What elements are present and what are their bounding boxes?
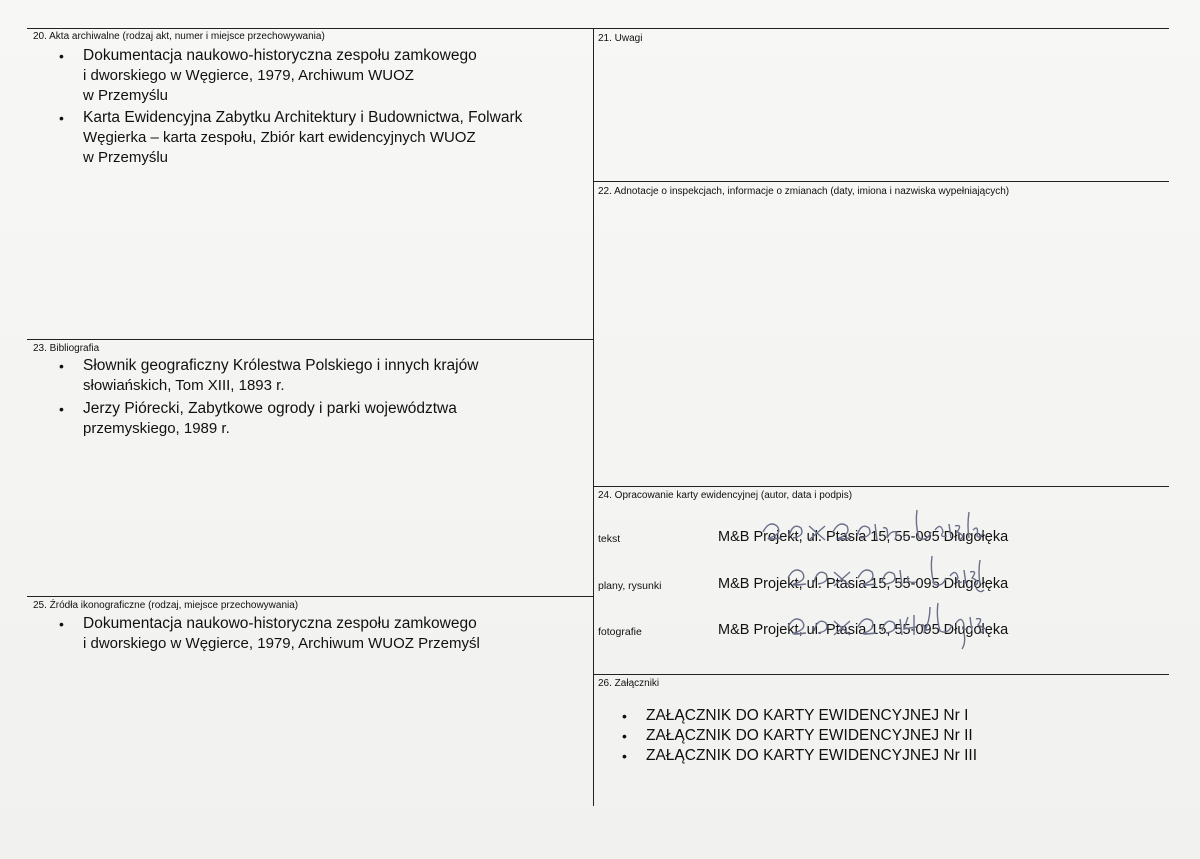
section-25-label: 25. Źródła ikonograficzne (rodzaj, miejsce przechowywania) bbox=[33, 600, 299, 611]
list-item bbox=[55, 356, 585, 396]
right-divider-24 bbox=[593, 486, 1169, 487]
author-address: M&B Projekt, ul. Ptasia 15, 55-095 Długołęka bbox=[718, 576, 1009, 592]
section-25-list bbox=[55, 614, 585, 654]
attachment-item: • ZAŁĄCZNIK DO KARTY EWIDENCYJNEJ Nr I bbox=[620, 706, 1140, 726]
row-label-fotografie: fotografie bbox=[598, 626, 642, 638]
section-26-list bbox=[620, 706, 1140, 766]
section-20-list bbox=[55, 46, 585, 168]
list-item bbox=[55, 399, 585, 439]
right-divider-26 bbox=[593, 674, 1169, 675]
item-line: i dworskiego w Węgierce, 1979, Archiwum WUOZ bbox=[83, 67, 414, 84]
author-address: M&B Projekt, ul. Ptasia 15, 55-095 Długołęka bbox=[718, 622, 1009, 638]
section-24-label: 24. Opracowanie karty ewidencyjnej (autor, data i podpis) bbox=[598, 490, 853, 501]
section-23-label: 23. Bibliografia bbox=[33, 343, 100, 354]
attachment-item: • ZAŁĄCZNIK DO KARTY EWIDENCYJNEJ Nr III bbox=[620, 746, 1140, 766]
section-22-label: 22. Adnotacje o inspekcjach, informacje o zmianach (daty, imiona i nazwiska wypełniających) bbox=[598, 186, 1010, 197]
top-border bbox=[27, 28, 1169, 29]
item-line: Dokumentacja naukowo-historyczna zespołu zamkowego bbox=[83, 47, 477, 64]
item-line: Karta Ewidencyjna Zabytku Architektury i Budownictwa, Folwark bbox=[83, 109, 523, 126]
item-line: w Przemyślu bbox=[83, 149, 169, 166]
list-item bbox=[55, 108, 585, 168]
row-label-plany: plany, rysunki bbox=[598, 580, 662, 592]
attachment-item: • ZAŁĄCZNIK DO KARTY EWIDENCYJNEJ Nr II bbox=[620, 726, 1140, 746]
section-26-label: 26. Załączniki bbox=[598, 678, 660, 689]
section-21-label: 21. Uwagi bbox=[598, 33, 643, 44]
item-line: Słownik geograficzny Królestwa Polskiego i innych krajów bbox=[83, 357, 479, 374]
section-23-list bbox=[55, 356, 585, 439]
item-line: Dokumentacja naukowo-historyczna zespołu zamkowego bbox=[83, 615, 477, 632]
left-divider-23 bbox=[27, 339, 593, 340]
row-label-tekst: tekst bbox=[598, 533, 621, 545]
item-line: słowiańskich, Tom XIII, 1893 r. bbox=[83, 377, 285, 394]
item-line: Jerzy Piórecki, Zabytkowe ogrody i parki województwa bbox=[83, 400, 457, 417]
author-address: M&B Projekt, ul. Ptasia 15, 55-095 Długołęka bbox=[718, 529, 1009, 545]
list-item bbox=[55, 614, 585, 654]
section-20-label: 20. Akta archiwalne (rodzaj akt, numer i miejsce przechowywania) bbox=[33, 31, 325, 42]
list-item bbox=[55, 46, 585, 106]
item-line: w Przemyślu bbox=[83, 87, 169, 104]
center-divider bbox=[593, 28, 594, 806]
right-divider-22 bbox=[593, 181, 1169, 182]
left-divider-25 bbox=[27, 596, 593, 597]
item-line: przemyskiego, 1989 r. bbox=[83, 420, 230, 437]
item-line: Węgierka – karta zespołu, Zbiór kart ewidencyjnych WUOZ bbox=[83, 129, 476, 146]
item-line: i dworskiego w Węgierce, 1979, Archiwum WUOZ Przemyśl bbox=[83, 635, 480, 652]
